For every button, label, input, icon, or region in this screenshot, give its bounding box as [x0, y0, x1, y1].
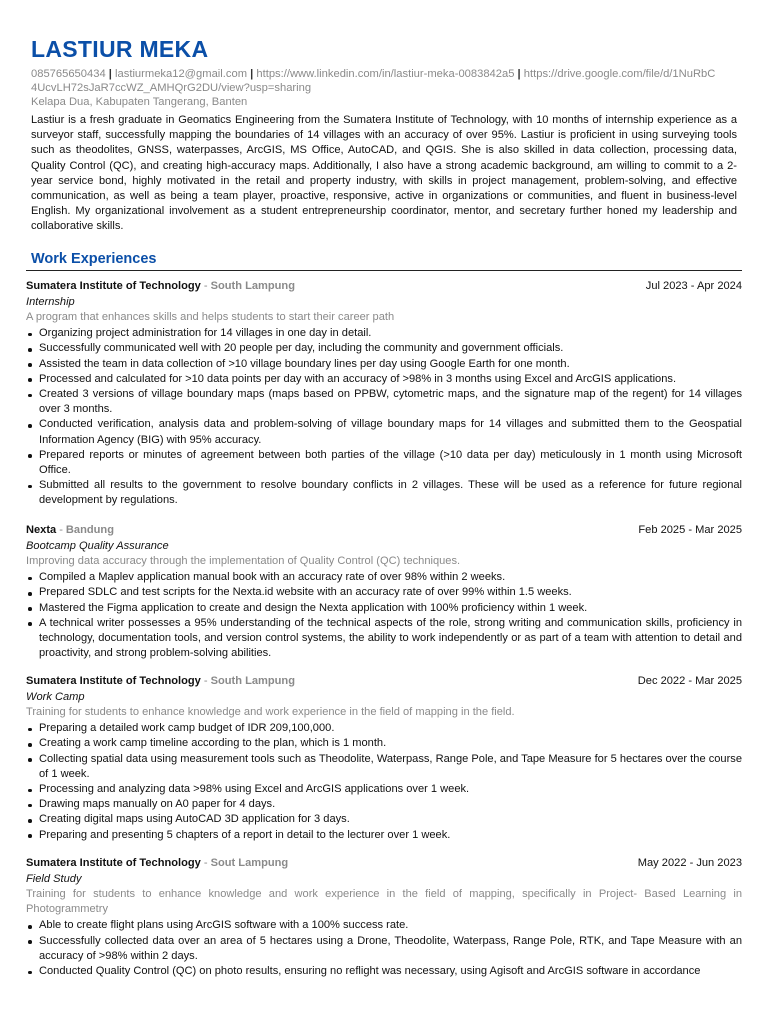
bullet-item: Organizing project administration for 14 villages in one day in detail.	[26, 326, 742, 341]
bullet-item: Creating digital maps using AutoCAD 3D application for 3 days.	[26, 812, 742, 827]
job-dates: Dec 2022 - Mar 2025	[637, 675, 742, 687]
job-dates: Feb 2025 - Mar 2025	[638, 524, 742, 536]
dash: -	[203, 280, 208, 292]
separator: |	[250, 68, 254, 80]
job-role: Bootcamp Quality Assurance	[26, 540, 169, 552]
drive-link[interactable]: https://drive.google.com/file/d/1NuRbC4UcvLH72sJaR7ccWZ_AMHQrG2DU/view?usp=sharing	[31, 68, 716, 94]
dash: -	[203, 675, 208, 687]
job-bullets	[26, 326, 742, 508]
bullet-item: Successfully collected data over an area of 5 hectares using a Drone, Theodolite, Waterpass, Range Pole, RTK, and Tape Measure with an accuracy of >98% within 2 days.	[26, 934, 742, 964]
bullet-item: Prepared SDLC and test scripts for the Nexta.id website with an accuracy rate of over 99% within 1.5 weeks.	[26, 585, 742, 600]
job-bullets	[26, 721, 742, 843]
job-location: Bandung	[65, 524, 114, 536]
job-description: Improving data accuracy through the implementation of Quality Control (QC) techniques.	[26, 555, 461, 567]
job-role: Work Camp	[26, 691, 85, 703]
job-role: Internship	[26, 296, 75, 308]
job-description: A program that enhances skills and helps students to start their career path	[26, 311, 395, 323]
bullet-item: Creating a work camp timeline according to the plan, which is 1 month.	[26, 736, 742, 751]
job-bullets	[26, 570, 742, 661]
bullet-item: Processed and calculated for >10 data points per day with an accuracy of >98% in 3 months using Excel and ArcGIS applications.	[26, 372, 742, 387]
bullet-item: Successfully communicated well with 20 people per day, including the community and government officials.	[26, 341, 742, 356]
company-name: Sumatera Institute of Technology	[26, 857, 201, 869]
job-entry	[26, 522, 742, 661]
bullet-item: Created 3 versions of village boundary maps (maps based on PPBW, cytometric maps, and the signature map of the regent) for 14 villages over 3 months.	[26, 387, 742, 417]
company-name: Nexta	[26, 524, 57, 536]
job-description: Training for students to enhance knowledge and work experience in the field of mapping in the field.	[26, 706, 515, 718]
section-title-work: Work Experiences	[31, 251, 157, 267]
job-description: Training for students to enhance knowledge and work experience in the field of mapping, specifically in Project- Based Learning in Photogrammetry	[26, 888, 742, 916]
contact-line	[31, 68, 721, 95]
summary-paragraph: Lastiur is a fresh graduate in Geomatics Engineering from the Sumatera Institute of Technology, with 10 months of internship experience as a surveyor staff, successfully mapping the boundaries of 14 villages with an accuracy of over 95%. Lastiur is proficient in using surveying tools such as theodolites, GNSS, waterpasses, ArcGIS, MS Office, AutoCAD, and QGIS. She is also skilled in data collection, processing data, Quality Control (QC), and creating high-accuracy maps. Additionally, I also have a strong academic background, am willing to commit to a 2-year service bond, highly motivated in the retail and property industry, with skills in project management, problem-solving, and effective communication, as well as being a team player, proactive, responsive, active in organizations or communities, and fluent in business-level English. My organizational involvement as a student entrepreneurship coordinator, mentor, and secretary further honed my leadership and collaborative skills.	[31, 114, 737, 233]
job-bullets	[26, 918, 742, 979]
bullet-item: A technical writer possesses a 95% understanding of the technical aspects of the role, strong writing and communication skills, proficiency in technology, documentation tools, and version control systems, the ability to work independently or as part of a team with attention to detail and proactivity, and strong problem-solving abilities.	[26, 616, 742, 662]
job-entry	[26, 673, 742, 843]
dash: -	[59, 524, 63, 536]
bullet-item: Drawing maps manually on A0 paper for 4 days.	[26, 797, 742, 812]
bullet-item: Submitted all results to the government to resolve boundary conflicts in 2 villages. These will be used as a reference for future regional development by regulations.	[26, 478, 742, 508]
bullet-item: Conducted verification, analysis data and problem-solving of village boundary maps for 14 villages and submitted them to the Geospatial Information Agency (BIG) with 95% accuracy.	[26, 417, 742, 447]
job-header	[26, 522, 742, 538]
job-header	[26, 673, 742, 689]
phone-number: 085765650434	[31, 68, 106, 80]
job-entry	[26, 855, 742, 979]
separator: |	[517, 68, 521, 80]
bullet-item: Collecting spatial data using measurement tools such as Theodolite, Waterpass, Range Pole, and Tape Measure for 5 hectares over the course of 1 week.	[26, 752, 742, 782]
job-dates: Jul 2023 - Apr 2024	[645, 280, 742, 292]
email-link[interactable]: lastiurmeka12@gmail.com	[115, 68, 248, 80]
job-location: South Lampung	[210, 280, 295, 292]
separator: |	[108, 68, 112, 80]
bullet-item: Compiled a Maplev application manual book with an accuracy rate of over 98% within 2 weeks.	[26, 570, 742, 585]
bullet-item: Preparing and presenting 5 chapters of a report in detail to the lecturer over 1 week.	[26, 828, 742, 843]
bullet-item: Conducted Quality Control (QC) on photo results, ensuring no reflight was necessary, using Agisoft and ArcGIS software in accordance	[26, 964, 742, 979]
bullet-item: Prepared reports or minutes of agreement between both parties of the village (>10 data per day) meticulously in 1 month using Microsoft Office.	[26, 448, 742, 478]
section-divider	[26, 270, 742, 271]
company-name: Sumatera Institute of Technology	[26, 675, 201, 687]
job-dates: May 2022 - Jun 2023	[637, 857, 742, 869]
job-role: Field Study	[26, 873, 82, 885]
bullet-item: Processing and analyzing data >98% using Excel and ArcGIS applications over 1 week.	[26, 782, 742, 797]
bullet-item: Mastered the Figma application to create and design the Nexta application with 100% proficiency within 1 week.	[26, 601, 742, 616]
job-entry	[26, 278, 742, 509]
dash: -	[203, 857, 208, 869]
candidate-name: LASTIUR MEKA	[31, 36, 209, 62]
job-header	[26, 278, 742, 294]
linkedin-link[interactable]: https://www.linkedin.com/in/lastiur-meka-0083842a5	[256, 68, 515, 80]
bullet-item: Preparing a detailed work camp budget of IDR 209,100,000.	[26, 721, 742, 736]
bullet-item: Assisted the team in data collection of >10 village boundary lines per day using Google Earth for one month.	[26, 357, 742, 372]
bullet-item: Able to create flight plans using ArcGIS software with a 100% success rate.	[26, 918, 742, 933]
company-name: Sumatera Institute of Technology	[26, 280, 201, 292]
job-location: Sout Lampung	[210, 857, 289, 869]
job-location: South Lampung	[210, 675, 295, 687]
job-header	[26, 855, 742, 871]
location: Kelapa Dua, Kabupaten Tangerang, Banten	[31, 96, 248, 108]
